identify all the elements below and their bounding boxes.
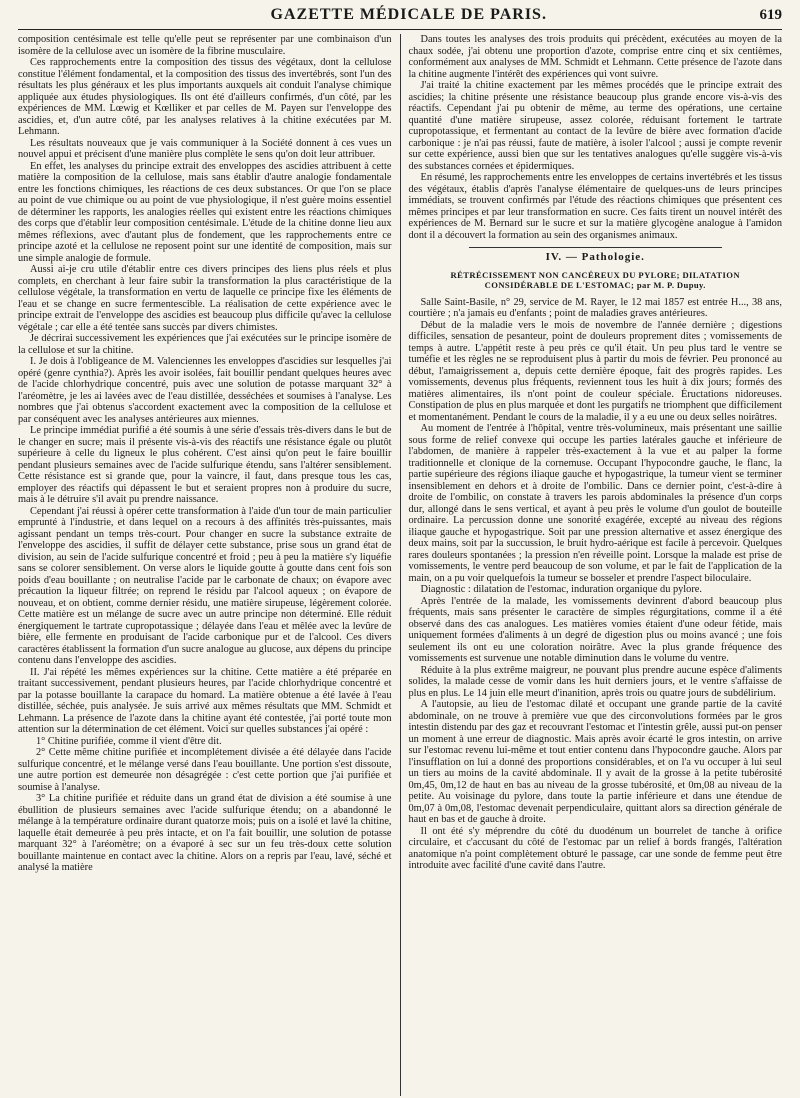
paragraph: composition centésimale est telle qu'elle peut se représenter par une combinaison d'un isomère de la cellulose avec un isomère de la fibrine musculaire. [18, 34, 392, 57]
paragraph: Réduite à la plus extrême maigreur, ne pouvant plus prendre aucune espèce d'aliments solides, la malade cesse de vomir dans les huit derniers jours, et le ventre s'affaisse de plus en plus. Le 14 juin elle meurt d'inanition, après trois ou quatre jours de subdélirium. [408, 664, 782, 699]
right-column [401, 34, 783, 1096]
right-column-pathology-text [409, 297, 783, 872]
section-rule [469, 247, 723, 248]
paragraph: En résumé, les rapprochements entre les enveloppes de certains invertébrés et les tissus des végétaux, établis d'après l'analyse élémentaire de quelques-uns de leurs principes immédiats, se trouvent confirmés par l'étude des réactions chimiques que présentent ces mêmes principes et par leur transformation en sucre. Ces faits tirent un nouvel intérêt des expériences de M. Bernard sur le sucre et sur la matière glycogène analogue à l'amidon dont il a découvert la formation au sein des organismes animaux. [408, 172, 782, 241]
paragraph: Après l'entrée de la malade, les vomissements devinrent d'abord beaucoup plus fréquents, mais sans présenter le caractère de simples régurgitations, comme il a été observé dans des cas analogues. Les matières vomies étaient d'une odeur fétide, mais uniquement formées d'aliments à un degré de digestion plus ou moins avancé ; une fois seulement ils ont eu une coloration noirâtre. Avec la plus grande fréquence des vomissements est survenue une notable diminution dans le volume du ventre. [408, 595, 782, 664]
paragraph: Il ont été s'y méprendre du côté du duodénum un bourrelet de tanche à orifice circulaire, et c'accusant du côté de l'estomac par un relief à bords frangés, l'altération anatomique n'a point complètement obturé le passage, car une sonde de femme peut être introduite avec facilité d'une cavité dans l'autre. [408, 825, 782, 871]
paragraph: Cependant j'ai réussi à opérer cette transformation à l'aide d'un tour de main particulier emprunté à l'industrie, et dans lequel on a recours à des affinités très-puissantes, mais agissant pendant un temps très-court. Pour changer en sucre la substance extraite de l'enveloppe des ascidies, il suffit de délayer cette substance, prise sous un grand état de division, au sein de l'acide sulfurique concentré et froid ; peu à peu la matière s'y liquéfie sans se colorer sensiblement. On verse alors le liquide goutte à goutte dans cent fois son poids d'eau bouillante ; on neutralise l'acide par le carbonate de chaux; on évapore avec précaution la liqueur filtrée; on reprend le résidu par l'alcool aqueux ; on évapore de nouveau, et on obtient, comme dernier résidu, une matière sirupeuse, légèrement colorée. Cette matière est un mélange de sucre avec un autre principe non déterminé. Elle réduit énergiquement le tartrate cupropotassique ; délayée dans l'eau et mêlée avec la levûre de bière, elle fermente en produisant de l'acide carbonique pur et de l'alcool. Ces divers caractères établissent la formation d'un sucre analogue au glucose, aux dépens du principe contenu dans l'enveloppe des ascidies. [18, 505, 392, 666]
left-column [18, 34, 400, 1096]
page-number: 619 [759, 7, 782, 23]
paragraph: I. Je dois à l'obligeance de M. Valenciennes les enveloppes d'ascidies sur lesquelles j'ai opéré (genre cynthia?). Après les avoir isolées, fait bouillir pendant quelques heures avec de l'acide chlorhydrique concentré, puis avec une solution de potasse marquant 32° à l'aréomètre, je les ai lavées avec de l'eau distillée, desséchées et soumises à l'analyse. Les nombres que j'ai obtenus s'accordent exactement avec la composition de la cellulose et par conséquent avec les analyses antérieures aux miennes. [18, 356, 392, 425]
article-title: RÉTRÉCISSEMENT NON CANCÉREUX DU PYLORE; DILATATION CONSIDÉRABLE DE L'ESTOMAC; par M. P. Dupuy. [450, 269, 740, 290]
paragraph: Aussi ai-je cru utile d'établir entre ces divers principes des liens plus réels et plus complets, en cherchant à leur faire subir la transformation la plus caractéristique de la cellulose végétale, la transformation en vertu de laquelle ce principe fixe les éléments de l'eau et se change en sucre fermentescible. La réalisation de cette expérience avec le principe extrait de l'enveloppe des ascidies est beaucoup plus difficile qu'avec la cellulose végétale ; car elle a été tentée sans succès par divers chimistes. [18, 264, 392, 333]
paragraph: 2° Cette même chitine purifiée et incomplétement divisée a été délayée dans l'acide sulfurique concentré, et le mélange versé dans l'eau bouillante. Une portion s'est dissoute, une autre portion est demeurée non désagrégée : c'est cette portion que j'ai purifiée et soumise à l'analyse. [18, 747, 392, 793]
paragraph: Le principe immédiat purifié a été soumis à une série d'essais très-divers dans le but de le changer en sucre; mais il présente vis-à-vis des réactifs une résistance égale ou plutôt supérieure à celle du ligneux le plus cohérent. C'est ainsi qu'on peut le faire bouillir pendant plusieurs semaines avec de l'acide sulfurique étendu, sans l'altérer sensiblement. Cette résistance est si grande que, pour la vaincre, il faut, dans presque tous les cas, employer des réactifs qui dépassent le but et seraient propres non à produire du sucre, mais à le détruire s'il avait pu prendre naissance. [18, 425, 392, 505]
paragraph: Je décrirai successivement les expériences que j'ai exécutées sur le principe isomère de la cellulose et sur la chitine. [18, 333, 392, 356]
section-title: IV. — Pathologie. [545, 251, 645, 263]
running-head [18, 6, 782, 30]
paragraph: J'ai traité la chitine exactement par les mêmes procédés que le principe extrait des ascidies; la chitine présente une résistance beaucoup plus grande encore vis-à-vis des réactifs. Cependant j'ai pu obtenir de même, au terme des opérations, une certaine quantité d'une matière sirupeuse, assez colorée, réduisant fortement le tartrate cupropotassique, et fermentant au contact de la levûre de bière avec formation d'acide carbonique : je n'ai pas réussi, faute de matière, à isoler l'alcool ; aussi je compte revenir sur cette expérience, aussi bien que sur les tentatives analogues qu'elle suggère vis-à-vis des substances cornées et épidermiques. [408, 80, 782, 172]
paragraph: 1° Chitine purifiée, comme il vient d'être dit. [36, 735, 222, 747]
paragraph: A l'autopsie, au lieu de l'estomac dilaté et occupant une grande partie de la cavité abdominale, on ne trouve à première vue que des circonvolutions formées par le gros intestin distendu par des gaz et recouvrant l'estomac et l'intestin grêle, aussi put-on penser un moment à une erreur de diagnostic. Mais après avoir écarté le gros intestin, on arrive sur l'estomac revenu lui-même et tout entier contenu dans l'hypocondre gauche. Alors par l'insufflation on lui a donné des proportions considérables, et on l'a vu occuper à lui seul un tiers au moins de la cavité abdominale. Il y avait de la grosse à la petite tubérosité 0m,45, 0m,12 de haut en bas au niveau de la grosse tubérosité, et 0m,08 au niveau de la petite. Au voisinage du pylore, dans toute la partie inférieure et dans une étendue de 0m,07 à 0m,08, l'estomac devenait perpendiculaire, quittant alors sa direction générale de haut en bas et de gauche à droite. [408, 699, 782, 825]
paragraph: Au moment de l'entrée à l'hôpital, ventre très-volumineux, mais présentant une saillie sous forme de relief convexe qui occupe les parties latérales gauche et inférieure de l'abdomen, de manière à rappeler très-exactement à la vue et au palper la forme traditionnelle et clonique de la cornemuse. Occupant l'hypocondre gauche, le flanc, la partie supérieure des régions iliaque gauche et hypogastrique, la tumeur vient se terminer insensiblement en dehors et à droite de l'ombilic. Dans ce dernier point, c'est-à-dire à droite de l'ombilic, on constate à travers les parois abdominales la présence d'un corps dur, allongé dans le sens vertical, et ayant à peu près le volume d'un goulot de bouteille ordinaire. La percussion donne une sonorité exagérée, excepté au niveau des régions iliaque gauche et hypogastrique. Soit par une pression alternative et assez énergique des deux mains, soit par la succussion, le bruit hydro-aérique est facile à percevoir. Quelques rares douleurs spontanées ; la pression n'en réveille point. Lorsque la malade est prise de vomissements, le ventre perd beaucoup de son volume, et par le fait de l'application de la main, on a pu voir quelquefois la tumeur se bosseler et prendre l'aspect biloculaire. [408, 423, 782, 584]
paragraph: II. J'ai répété les mêmes expériences sur la chitine. Cette matière a été préparée en traitant successivement, pendant plusieurs heures, par l'acide chlorhydrique concentré et par la potasse bouillante la carapace du homard. La matière obtenue a été lavée à l'eau distillée, séchée, puis analysée. Je suis arrivé aux mêmes résultats que MM. Schmidt et Lehmann. La présence de l'azote dans la chitine ayant été contestée, j'ai porté toute mon attention sur la détermination de cet élément. Voici sur quelles substances j'ai opéré : [18, 666, 392, 735]
paragraph: Diagnostic : dilatation de l'estomac, induration organique du pylore. [420, 584, 702, 595]
paragraph: Les résultats nouveaux que je vais communiquer à la Société donnent à ces vues un nouvel appui et précisent d'une manière plus complète le sens qu'on doit leur attribuer. [18, 137, 392, 160]
paragraph: 3° La chitine purifiée et réduite dans un grand état de division a été soumise à une ébullition de plusieurs semaines avec l'acide sulfurique étendu; on a abandonné le mélange à la température ordinaire durant quatorze mois; puis on a isolé et lavé la chitine, laquelle était demeurée à peu près intacte, et on l'a fait bouillir, une solution de potasse marquant 32° à l'aréomètre; on a évaporé à sec sur un feu très-doux cette solution bouillante maintenue en contact avec la chitine. Alors on a repris par l'eau, lavé, séché et analysé la matière [18, 793, 392, 873]
right-column-chemistry-text [409, 34, 783, 241]
two-column-body [18, 34, 782, 1096]
paragraph: Salle Saint-Basile, n° 29, service de M. Rayer, le 12 mai 1857 est entrée H..., 38 ans, courtière ; n'a jamais eu d'enfants ; point de maladies graves antérieures. [408, 296, 782, 319]
paragraph: Ces rapprochements entre la composition des tissus des végétaux, dont la cellulose constitue l'élément fondamental, et la composition des tissus des invertébrés, sont l'un des résultats les plus généraux et les plus importants auxquels ait conduit l'analyse chimique appliquée aux études physiologiques. Ils ont été d'ailleurs confirmés, d'un côté, par les expériences de MM. Lœwig et Kœlliker et par celles de M. Payen sur l'enveloppe des ascidies, et, d'un autre côté, par les analyses relatives à la chitine exécutées par M. Lehmann. [18, 57, 392, 137]
paragraph: En effet, les analyses du principe extrait des enveloppes des ascidies attribuent à cette matière la composition de la cellulose, mais sans établir d'autre analogie fondamentale entre les fonctions chimiques, les réactions de ces deux substances. Or que l'on se place au point de vue chimique ou au point de vue physiologique, il n'est guère moins essentiel de déterminer les rapports, les analogies réelles qui existent entre les réactions chimiques des corps que d'établir leur composition centésimale. L'étude de la chitine donne lieu aux mêmes réflexions, avec d'autant plus de fondement, que les rapprochements entre ce principe azoté et la cellulose ne reposent point sur une identité de composition, mais sur une simple analogie de formule. [18, 160, 392, 264]
paragraph: Dans toutes les analyses des trois produits qui précèdent, exécutées au moyen de la chaux sodée, j'ai obtenu une proportion d'azote, comprise entre cinq et six centièmes, conformément aux analyses de MM. Schmidt et Lehmann. Cette présence de l'azote dans la chitine augmente l'intérêt des expériences qui vont suivre. [408, 34, 782, 80]
paragraph: Début de la maladie vers le mois de novembre de l'année dernière ; digestions difficiles, sensation de pesanteur, point de douleurs proprement dites ; vomissements de temps à autre. L'appétit reste à peu près ce qu'il était. Un peu plus tard le ventre se tuméfie et les règles ne se reproduisent plus à partir du mois de février. Peu prononcé au début, l'amaigrissement a, depuis cette dernière époque, fait des progrès rapides. Les vomissements, devenus plus fréquents, reviennent tous les huit à dix jours; formés des matières alimentaires, ils n'ont point de couleur spéciale. Éructations nidoreuses. Constipation de plus en plus marquée et dont les purgatifs ne triomphent que difficilement et momentanément. Pendant le cours de la maladie, il y a eu une ou deux selles noirâtres. [408, 319, 782, 423]
journal-title: GAZETTE MÉDICALE DE PARIS. [270, 6, 547, 23]
